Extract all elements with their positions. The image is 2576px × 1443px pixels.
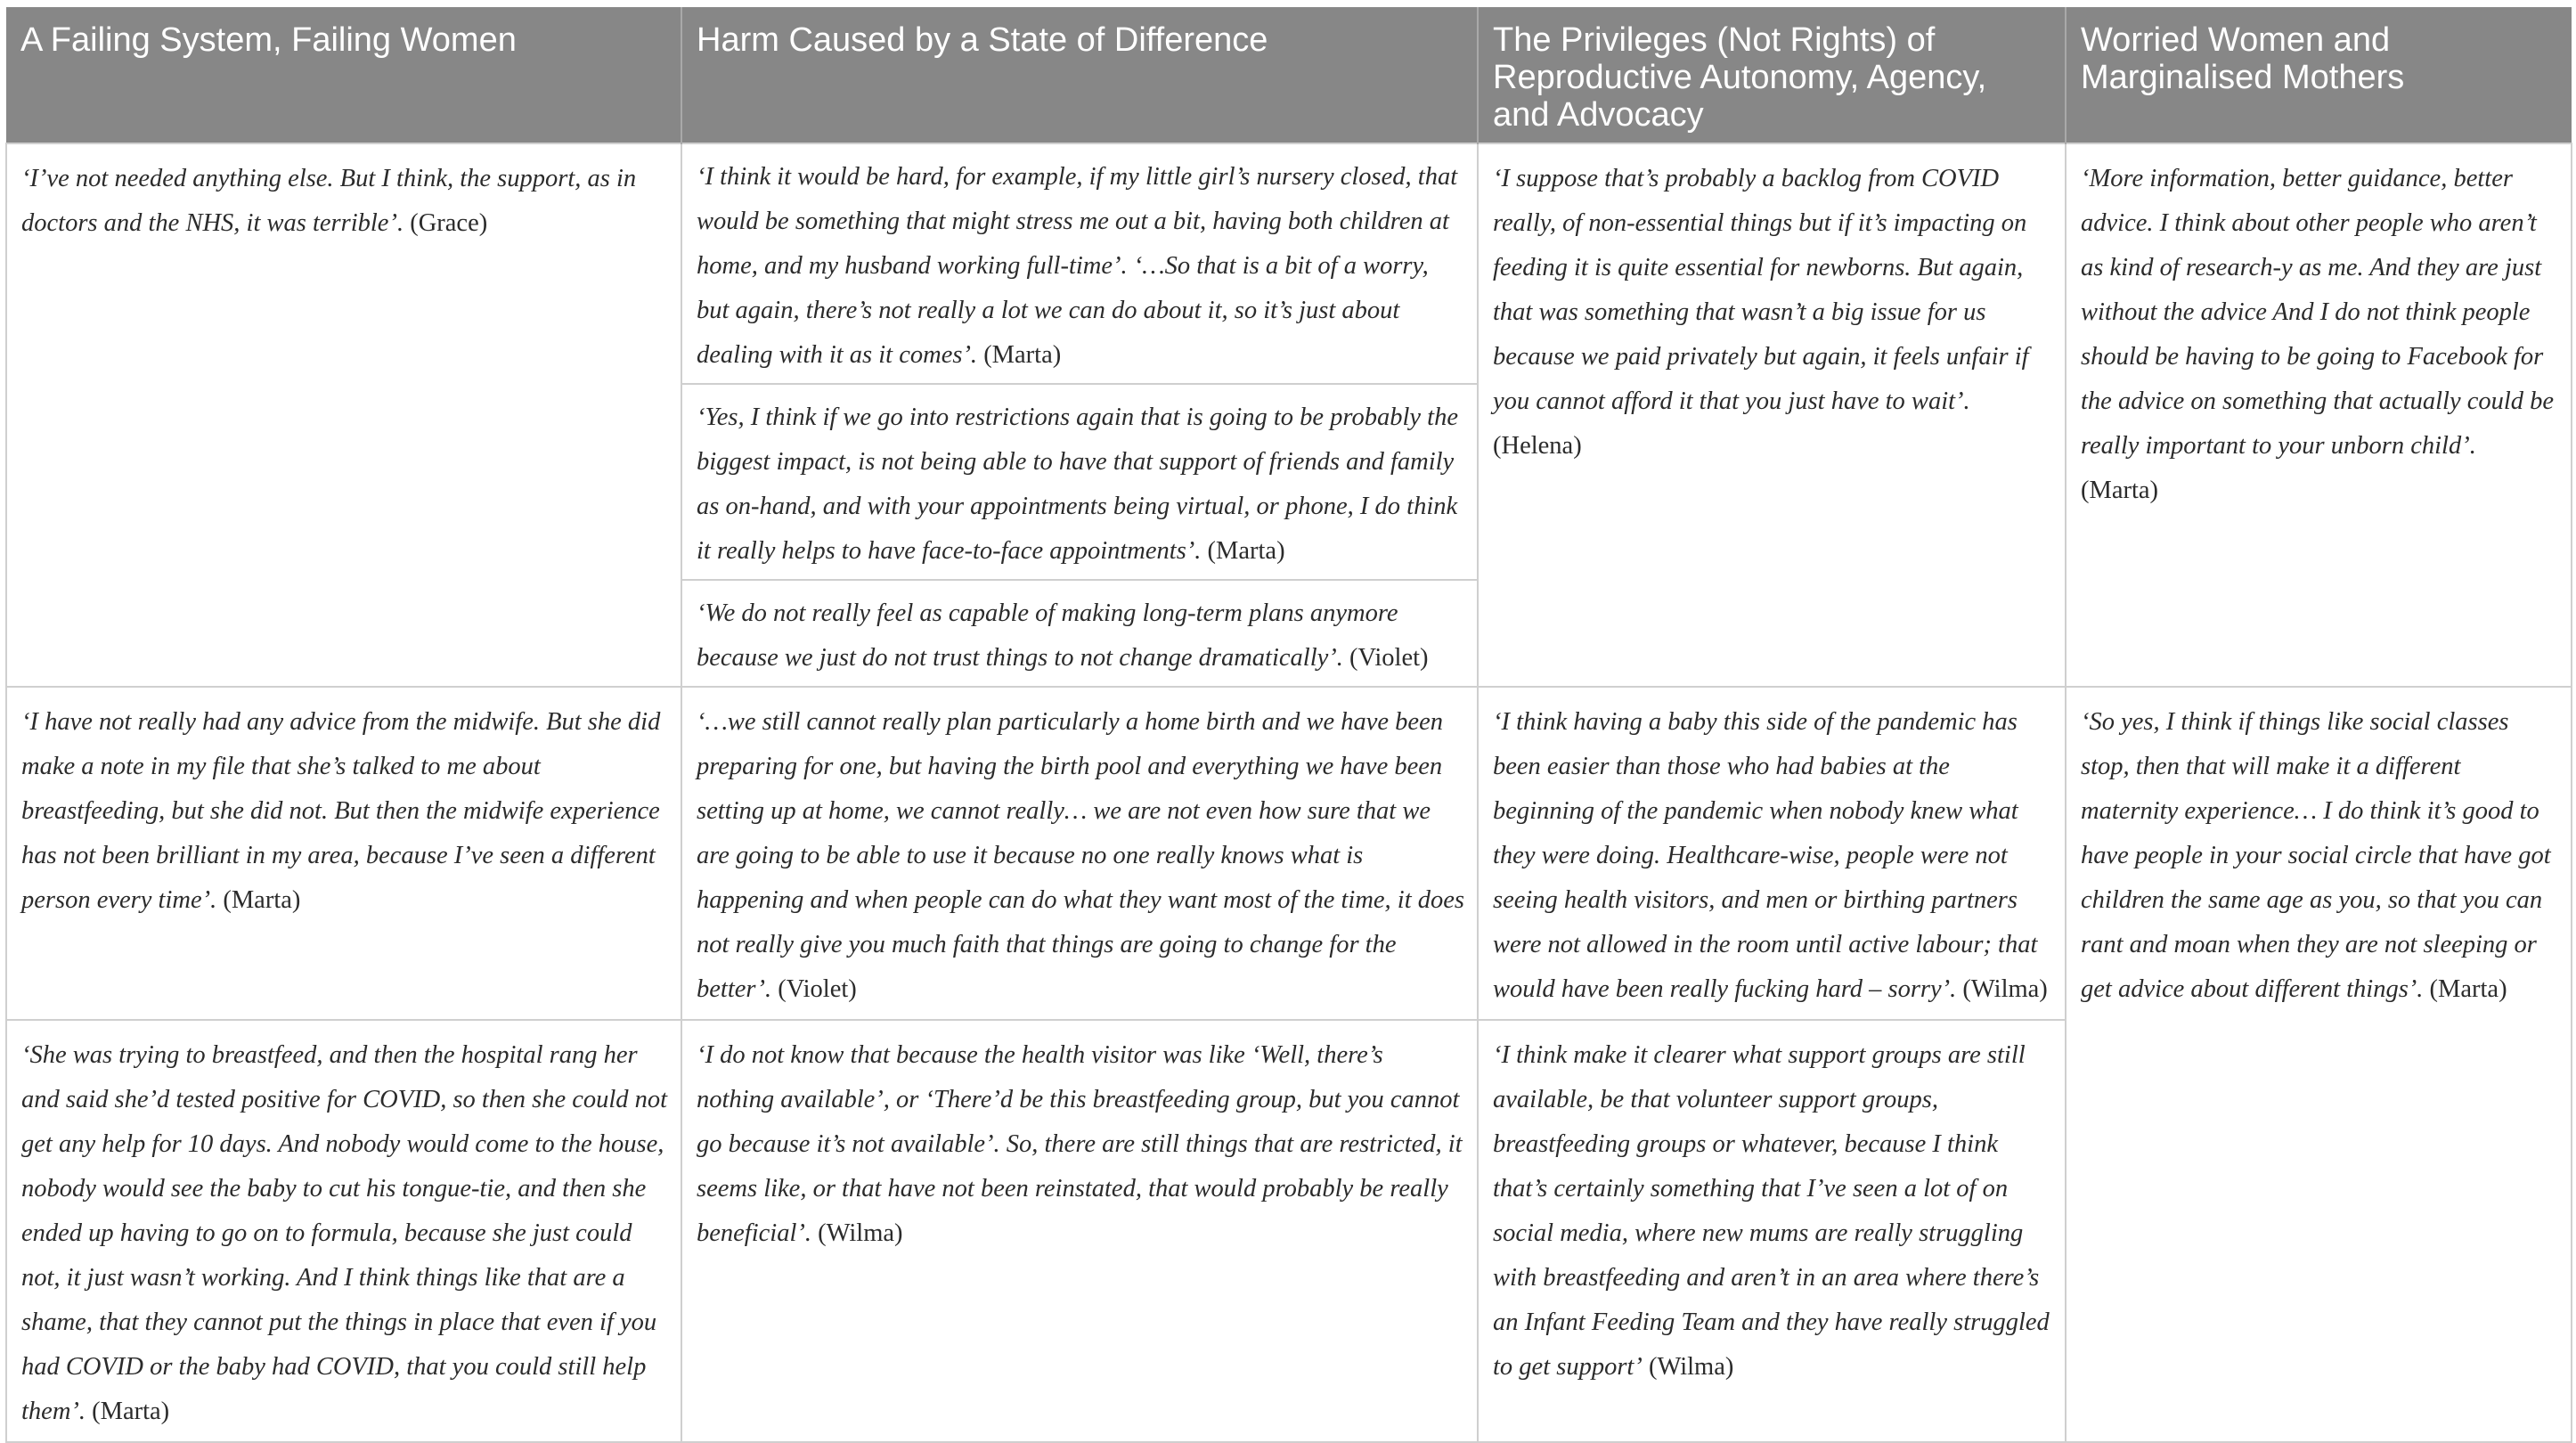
quote-text: ‘I think make it clearer what support groups are still available, be that volunteer support groups, breastfeeding groups or whatever, because I think that’s certainly something that I’ve seen a lot of on social media, where new mums are really struggling with breastfeeding and aren’t in an area where there’s an Infant Feeding Team and they have really struggled to get support’ — [1493, 1041, 2050, 1381]
participant-name: (Marta) — [2081, 477, 2159, 504]
participant-name: (Marta) — [2429, 975, 2507, 1003]
participant-name: (Grace) — [410, 209, 488, 237]
quote-text: ‘Yes, I think if we go into restrictions again that is going to be probably the biggest impact, is not being able to have that support of friends and family as on-hand, and with your appointments being virtual, or phone, I do think it really helps to have face-to-face appointments’. — [697, 404, 1458, 565]
column-header-failing-system: A Failing System, Failing Women — [6, 7, 681, 143]
participant-name: (Marta) — [92, 1398, 170, 1425]
table-cell — [681, 384, 1478, 580]
participant-name: (Violet) — [778, 975, 857, 1003]
table-cell — [2066, 687, 2572, 1442]
table-cell — [2066, 143, 2572, 687]
participant-name: (Marta) — [1207, 537, 1285, 565]
participant-name: (Helena) — [1493, 432, 1582, 460]
table-cell — [6, 687, 681, 1020]
participant-name: (Wilma) — [818, 1219, 903, 1247]
quote-text: ‘We do not really feel as capable of making long-term plans anymore because we just do not trust things to not change dramatically’. — [697, 599, 1398, 672]
column-header-harm-state-of-difference: Harm Caused by a State of Difference — [681, 7, 1478, 143]
participant-name: (Marta) — [223, 886, 301, 914]
table-cell — [6, 1020, 681, 1442]
quote-text: ‘I think having a baby this side of the pandemic has been easier than those who had babies at the beginning of the pandemic when nobody knew what they were doing. Healthcare-wise, people were not seeing health visitors, and men or birthing partners were not allowed in the room until active labour; that would have been really fucking hard – sorry’. — [1493, 708, 2038, 1003]
themes-table-container — [5, 7, 2571, 1443]
quote-text: ‘I suppose that’s probably a backlog from COVID really, of non-essential things but if it’s impacting on feeding it is quite essential for newborns. But again, that was something that wasn’t a big issue for us because we paid privately but again, it feels unfair if you cannot afford it that you just have to wait’. — [1493, 165, 2029, 415]
participant-name: (Wilma) — [1648, 1353, 1734, 1381]
themes-table — [5, 7, 2572, 1443]
table-cell — [1478, 143, 2066, 687]
quote-text: ‘I do not know that because the health visitor was like ‘Well, there’s nothing available’, or ‘There’d be this breastfeeding group, but you cannot go because it’s not available’. So, there are still things that are restricted, it seems like, or that have not been reinstated, that would probably be really beneficial’. — [697, 1041, 1463, 1247]
participant-name: (Marta) — [983, 341, 1062, 369]
participant-name: (Wilma) — [1962, 975, 2048, 1003]
table-header-row — [6, 7, 2572, 143]
quote-text: ‘I think it would be hard, for example, if my little girl’s nursery closed, that would be something that might stress me out a bit, having both children at home, and my husband working full-time’. ‘…So that is a bit of a worry, but again, there’s not really a lot we can do about it, so it’s just about dealing with it as it comes’. — [697, 163, 1458, 369]
table-row — [6, 143, 2572, 384]
quote-text: ‘More information, better guidance, better advice. I think about other people who aren’t as kind of research-y as me. And they are just without the advice And I do not think people should be having to be going to Facebook for the advice on something that actually could be really important to your unborn child’. — [2081, 165, 2555, 460]
column-header-privileges-autonomy: The Privileges (Not Rights) of Reproductive Autonomy, Agency, and Advocacy — [1478, 7, 2066, 143]
table-cell — [681, 143, 1478, 384]
table-cell — [681, 687, 1478, 1020]
table-row — [6, 687, 2572, 1020]
table-cell — [6, 143, 681, 687]
table-cell — [1478, 1020, 2066, 1442]
table-cell — [1478, 687, 2066, 1020]
table-cell — [681, 1020, 1478, 1442]
table-cell — [681, 580, 1478, 687]
quote-text: ‘I have not really had any advice from the midwife. But she did make a note in my file that she’s talked to me about breastfeeding, but she did not. But then the midwife experience has not been brilliant in my area, because I’ve seen a different person every time’. — [21, 708, 661, 914]
column-header-worried-women: Worried Women and Marginalised Mothers — [2066, 7, 2572, 143]
quote-text: ‘…we still cannot really plan particularly a home birth and we have been preparing for one, but having the birth pool and everything we have been setting up at home, we cannot really… we are not even how sure that we are going to be able to use it because no one really knows what is happening and when people can do what they want most of the time, it does not really give you much faith that things are going to change for the better’. — [697, 708, 1465, 1003]
quote-text: ‘So yes, I think if things like social classes stop, then that will make it a different maternity experience… I do think it’s good to have people in your social circle that have got children the same age as you, so that you can rant and moan when they are not sleeping or get advice about different things’. — [2081, 708, 2551, 1003]
participant-name: (Violet) — [1349, 644, 1429, 672]
quote-text: ‘I’ve not needed anything else. But I think, the support, as in doctors and the NHS, it was terrible’. — [21, 165, 637, 237]
quote-text: ‘She was trying to breastfeed, and then the hospital rang her and said she’d tested positive for COVID, so then she could not get any help for 10 days. And nobody would come to the house, nobody would see the baby to cut his tongue-tie, and then she ended up having to go on to formula, because she just could not, it just wasn’t working. And I think things like that are a shame, that they cannot put the things in place that even if you had COVID or the baby had COVID, that you could still help them’. — [21, 1041, 668, 1425]
